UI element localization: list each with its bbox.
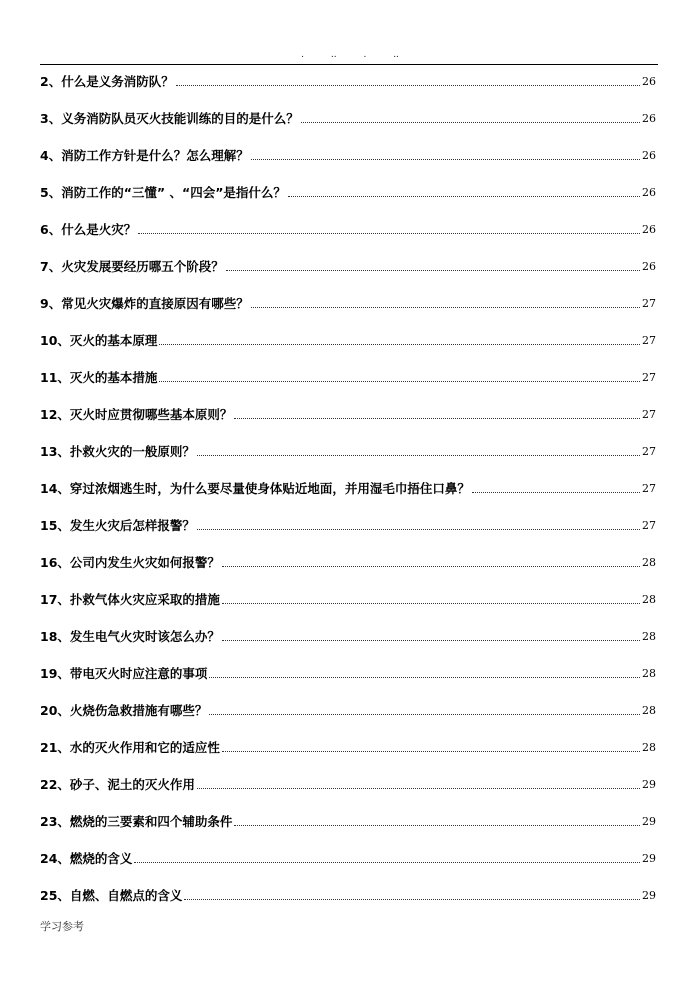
toc-entry-page: 26 — [642, 260, 656, 273]
toc-entry-page: 27 — [642, 519, 656, 532]
toc-entry-title: 25、自燃、自燃点的含义 — [40, 888, 183, 903]
toc-entry-title: 15、发生火灾后怎样报警？ — [40, 518, 195, 533]
toc-leader-dots — [197, 529, 640, 530]
page-footer: 学习参考 — [40, 920, 84, 933]
toc-leader-dots — [226, 270, 640, 271]
toc-entry[interactable] — [40, 586, 656, 608]
toc-entry-title: 19、带电灭火时应注意的事项 — [40, 666, 208, 681]
toc-entry[interactable] — [40, 549, 656, 571]
toc-leader-dots — [222, 566, 640, 567]
toc-entry-page: 26 — [642, 112, 656, 125]
toc-entry-title: 7、火灾发展要经历哪五个阶段？ — [40, 259, 224, 274]
toc-entry-page: 29 — [642, 815, 656, 828]
toc-entry[interactable] — [40, 105, 656, 127]
toc-leader-dots — [301, 122, 640, 123]
toc-entry-title: 10、灭火的基本原理 — [40, 333, 158, 348]
toc-entry[interactable] — [40, 475, 656, 497]
toc-entry-title: 18、发生电气火灾时该怎么办？ — [40, 629, 220, 644]
toc-entry-title: 22、砂子、泥土的灭火作用 — [40, 777, 195, 792]
header-rule — [40, 64, 658, 65]
toc-entry-title: 17、扑救气体火灾应采取的措施 — [40, 592, 220, 607]
toc-entry[interactable] — [40, 697, 656, 719]
toc-leader-dots — [197, 788, 640, 789]
toc-entry[interactable] — [40, 290, 656, 312]
toc-entry[interactable] — [40, 438, 656, 460]
toc-entry[interactable] — [40, 845, 656, 867]
toc-entry-title: 4、消防工作方针是什么？怎么理解？ — [40, 148, 249, 163]
toc-entry-page: 27 — [642, 408, 656, 421]
toc-entry[interactable] — [40, 623, 656, 645]
toc-entry[interactable] — [40, 660, 656, 682]
toc-entry-title: 6、什么是火灾？ — [40, 222, 137, 237]
toc-entry-title: 5、消防工作的“三懂” 、“四会”是指什么？ — [40, 185, 286, 200]
toc-leader-dots — [288, 196, 640, 197]
toc-entry-title: 16、公司内发生火灾如何报警？ — [40, 555, 220, 570]
toc-entry-title: 13、扑救火灾的一般原则？ — [40, 444, 195, 459]
toc-entry-page: 28 — [642, 630, 656, 643]
toc-entry[interactable] — [40, 512, 656, 534]
toc-entry-title: 24、燃烧的含义 — [40, 851, 133, 866]
toc-leader-dots — [209, 714, 640, 715]
toc-entry-title: 2、什么是义务消防队？ — [40, 74, 174, 89]
toc-entry-page: 27 — [642, 334, 656, 347]
toc-leader-dots — [197, 455, 640, 456]
toc-entry-title: 11、灭火的基本措施 — [40, 370, 158, 385]
toc-entry-page: 28 — [642, 667, 656, 680]
toc-leader-dots — [209, 677, 640, 678]
toc-entry-page: 28 — [642, 593, 656, 606]
header-marks — [0, 50, 700, 60]
toc-leader-dots — [251, 307, 640, 308]
toc-entry-page: 27 — [642, 371, 656, 384]
toc-entry-page: 28 — [642, 704, 656, 717]
toc-leader-dots — [222, 603, 640, 604]
toc-entry-page: 29 — [642, 852, 656, 865]
toc-entry-page: 26 — [642, 223, 656, 236]
toc-leader-dots — [138, 233, 640, 234]
toc-entry-title: 20、火烧伤急救措施有哪些？ — [40, 703, 208, 718]
toc-entry-page: 26 — [642, 186, 656, 199]
toc-entry-page: 28 — [642, 556, 656, 569]
header-mark: . — [363, 50, 367, 60]
toc-entry-page: 27 — [642, 297, 656, 310]
toc-entry[interactable] — [40, 142, 656, 164]
toc-leader-dots — [222, 640, 640, 641]
toc-leader-dots — [159, 381, 640, 382]
toc-entry-title: 23、燃烧的三要素和四个辅助条件 — [40, 814, 233, 829]
toc-entry-page: 29 — [642, 778, 656, 791]
toc-entry[interactable] — [40, 327, 656, 349]
header-mark: .. — [393, 50, 399, 60]
toc-leader-dots — [134, 862, 640, 863]
toc-leader-dots — [159, 344, 640, 345]
toc-leader-dots — [234, 418, 640, 419]
toc-entry[interactable] — [40, 179, 656, 201]
toc-entry-page: 26 — [642, 149, 656, 162]
toc-entry[interactable] — [40, 68, 656, 90]
toc-entry-title: 21、水的灭火作用和它的适应性 — [40, 740, 220, 755]
toc-entry-page: 27 — [642, 445, 656, 458]
toc-leader-dots — [176, 85, 640, 86]
toc-entry-page: 26 — [642, 75, 656, 88]
toc-entry[interactable] — [40, 882, 656, 904]
toc-leader-dots — [222, 751, 640, 752]
header-mark: .. — [330, 50, 337, 60]
toc-entry[interactable] — [40, 401, 656, 423]
toc-entry-title: 14、穿过浓烟逃生时，为什么要尽量使身体贴近地面，并用湿毛巾捂住口鼻？ — [40, 481, 470, 496]
toc-leader-dots — [234, 825, 640, 826]
toc-entry-page: 27 — [642, 482, 656, 495]
toc-entry[interactable] — [40, 364, 656, 386]
toc-entry-page: 28 — [642, 741, 656, 754]
toc-entry-title: 9、常见火灾爆炸的直接原因有哪些？ — [40, 296, 249, 311]
toc-entry[interactable] — [40, 734, 656, 756]
toc-entry[interactable] — [40, 808, 656, 830]
toc-leader-dots — [184, 899, 640, 900]
toc-leader-dots — [472, 492, 640, 493]
toc-entry[interactable] — [40, 216, 656, 238]
toc-entry-title: 12、灭火时应贯彻哪些基本原则？ — [40, 407, 233, 422]
toc-entry[interactable] — [40, 253, 656, 275]
toc-entry-page: 29 — [642, 889, 656, 902]
header-mark: . — [301, 50, 304, 60]
toc-leader-dots — [251, 159, 640, 160]
toc-entry[interactable] — [40, 771, 656, 793]
toc-entry-title: 3、义务消防队员灭火技能训练的目的是什么？ — [40, 111, 299, 126]
